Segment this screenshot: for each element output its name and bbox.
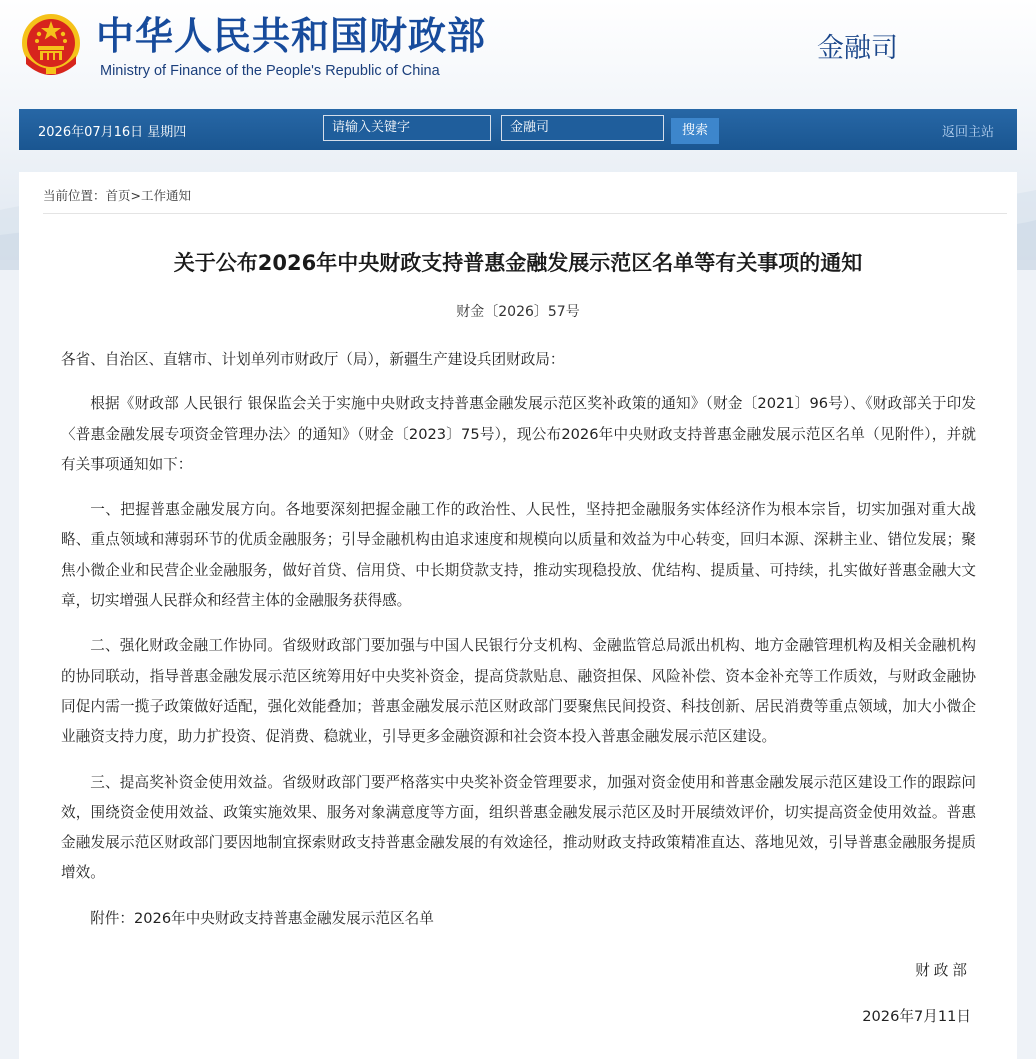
breadcrumb-separator: > [130,188,142,203]
department-name: 金融司 [817,33,898,64]
article-title: 关于公布2026年中央财政支持普惠金融发展示范区名单等有关事项的通知 [173,251,863,275]
search-scope-select[interactable]: 金融司 [501,115,664,141]
search-button[interactable]: 搜索 [671,118,719,144]
divider [43,213,1007,214]
document-number: 财金〔2026〕57号 [456,304,580,320]
breadcrumb-current-link[interactable]: 工作通知 [141,188,192,203]
salutation: 各省、自治区、直辖市、计划单列市财政厅（局），新疆生产建设兵团财政局： [61,351,565,368]
breadcrumb-prefix: 当前位置： [43,188,106,203]
toolbar [19,109,1017,150]
paragraph-2: 二、强化财政金融工作协同。省级财政部门要加强与中国人民银行分支机构、金融监管总局派出机构、地方金融管理机构及相关金融机构的协同联动，指导普惠金融发展示范区统筹用好中央奖补资金，提高贷款贴息、融资担保、风险补偿、资本金补充等工作质效，与财政金融协同促内需一揽子政策做好适配，强化效能叠加；普惠金融发展示范区财政部门要聚焦民间投资、科技创新、居民消费等重点领域，加大小微企业融资支持力度，助力扩投资、促消费、稳就业，引导更多金融资源和社会资本投入普惠金融发展示范区建设。 [61,637,976,746]
search-input[interactable]: 请输入关键字 [323,115,491,141]
article-panel [19,172,1017,1059]
breadcrumb [43,186,191,204]
current-date: 2026年07月16日 星期四 [38,125,187,140]
breadcrumb-home-link[interactable]: 首页 [105,188,131,203]
paragraph-1: 一、把握普惠金融发展方向。各地要深刻把握金融工作的政治性、人民性，坚持把金融服务实体经济作为根本宗旨，切实加强对重大战略、重点领域和薄弱环节的优质金融服务；引导金融机构由追求速度和规模向以质量和效益为中心转变，回归本源、深耕主业、错位发展；聚焦小微企业和民营企业金融服务，做好首贷、信用贷、中长期贷款支持，推动实现稳投放、优结构、提质量、可持续，扎实做好普惠金融大文章，切实增强人民群众和经营主体的金融服务获得感。 [61,501,976,610]
signature: 财政部 [915,962,971,979]
site-header [0,0,1036,105]
article-body [61,345,976,949]
signature-date: 2026年7月11日 [862,1008,971,1025]
return-home-link[interactable]: 返回主站 [942,125,995,140]
ministry-name-cn: 中华人民共和国财政部 [96,14,487,58]
ministry-name-en: Ministry of Finance of the People's Republic of China [100,63,440,79]
paragraph-3: 三、提高奖补资金使用效益。省级财政部门要严格落实中央奖补资金管理要求，加强对资金使用和普惠金融发展示范区建设工作的跟踪问效，围绕资金使用效益、政策实施效果、服务对象满意度等方面，组织普惠金融发展示范区及时开展绩效评价，切实提高资金使用效益。普惠金融发展示范区财政部门要因地制宜探索财政支持普惠金融发展的有效途径，推动财政支持政策精准直达、落地见效，引导普惠金融服务提质增效。 [61,773,976,882]
paragraph-intro: 根据《财政部 人民银行 银保监会关于实施中央财政支持普惠金融发展示范区奖补政策的通知》（财金〔2021〕96号）、《财政部关于印发〈普惠金融发展专项资金管理办法〉的通知》（财金〔2023〕75号），现公布2026年中央财政支持普惠金融发展示范区名单（见附件），并就有关事项通知如下： [61,395,976,473]
attachment-note: 附件：2026年中央财政支持普惠金融发展示范区名单 [90,909,434,927]
national-emblem-icon [20,12,82,78]
